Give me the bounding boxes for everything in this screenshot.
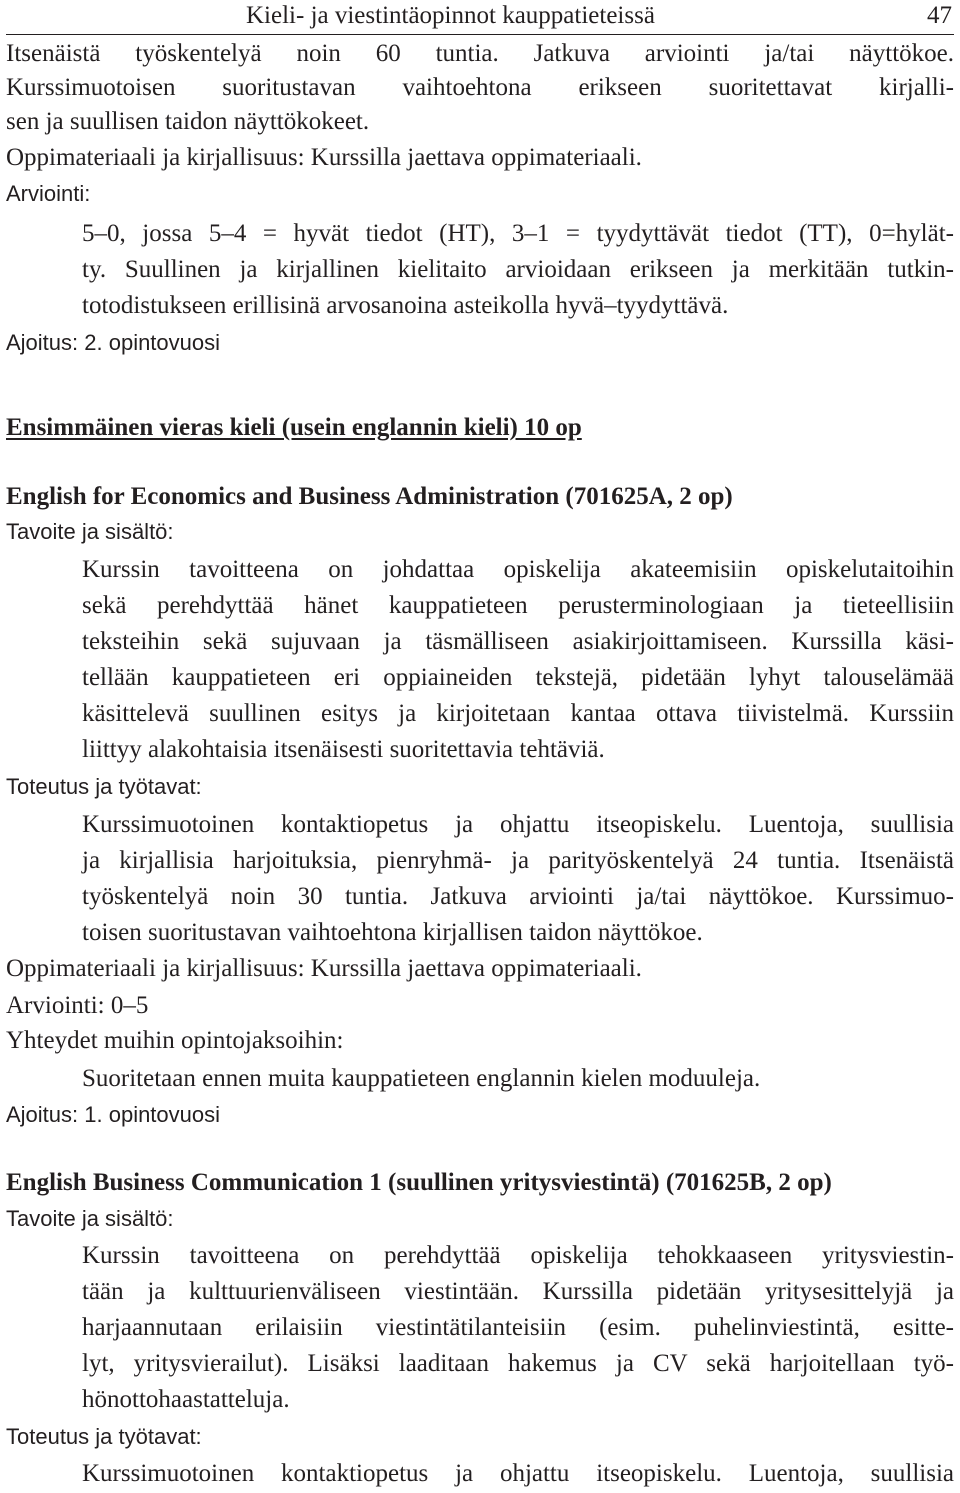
course1-goals-label: Tavoite ja sisältö: [6, 519, 174, 544]
course1-grading: Arviointi: 0–5 [6, 992, 149, 1019]
intro-grading-line-1: 5–0, jossa 5–4 = hyvät tiedot (HT), 3–1 = tyydyttävät tiedot (TT), 0=hylät- [82, 220, 954, 247]
course1-relations-label: Yhteydet muihin opintojaksoihin: [6, 1027, 344, 1054]
course2-title: English Business Communication 1 (suullinen yritysviestintä) (701625B, 2 op) [6, 1169, 832, 1196]
course1-methods-line-2: ja kirjallisia harjoituksia, pienryhmä- ja parityöskentelyä 24 tuntia. Itsenäistä [82, 847, 954, 874]
running-header-title: Kieli- ja viestintäopinnot kauppatieteissä [246, 2, 655, 29]
course1-methods-line-1: Kurssimuotoinen kontaktiopetus ja ohjattu itseopiskelu. Luentoja, suullisia [82, 811, 954, 838]
intro-grading-line-3: totodistukseen erillisinä arvosanoina asteikolla hyvä–tyydyttävä. [82, 292, 729, 319]
course1-goals-line-6: liittyy alakohtaisia itsenäisesti suoritettavia tehtäviä. [82, 736, 605, 763]
course2-goals-label: Tavoite ja sisältö: [6, 1206, 174, 1231]
course2-methods-line-1: Kurssimuotoinen kontaktiopetus ja ohjattu itseopiskelu. Luentoja, suullisia [82, 1460, 954, 1487]
course1-goals-line-1: Kurssin tavoitteena on johdattaa opiskelija akateemisiin opiskelutaitoihin [82, 556, 954, 583]
course1-methods-line-4: toisen suoritustavan vaihtoehtona kirjallisen taidon näyttökoe. [82, 919, 703, 946]
course1-timing: Ajoitus: 1. opintovuosi [6, 1102, 221, 1127]
intro-line-3: sen ja suullisen taidon näyttökokeet. [6, 108, 370, 135]
intro-materials: Oppimateriaali ja kirjallisuus: Kurssilla jaettava oppimateriaali. [6, 144, 642, 171]
course2-goals-line-2: tään ja kulttuurienväliseen viestintään. Kurssilla pidetään yritysesittelyjä ja [82, 1278, 954, 1305]
intro-timing: Ajoitus: 2. opintovuosi [6, 330, 221, 355]
course2-methods-label: Toteutus ja työtavat: [6, 1424, 202, 1449]
course1-methods-label: Toteutus ja työtavat: [6, 774, 202, 799]
course1-goals-line-5: käsittelevä suullinen esitys ja kirjoitetaan kantaa ottava tiivistelmä. Kurssiin [82, 700, 954, 727]
intro-grading-line-2: ty. Suullinen ja kirjallinen kielitaito arvioidaan erikseen ja merkitään tutkin- [82, 256, 954, 283]
course2-goals-line-3: harjaannutaan erilaisiin viestintätilanteisiin (esim. puhelinviestintä, esitte- [82, 1314, 954, 1341]
intro-grading-label: Arviointi: [6, 181, 91, 206]
course2-goals-line-4: lyt, yritysvierailut). Lisäksi laaditaan hakemus ja CV sekä harjoitellaan työ- [82, 1350, 954, 1377]
course2-goals-line-5: hönottohaastatteluja. [82, 1386, 290, 1413]
course1-goals-line-2: sekä perehdyttää hänet kauppatieteen perusterminologiaan ja tieteellisiin [82, 592, 954, 619]
page-number: 47 [927, 2, 952, 29]
course1-materials: Oppimateriaali ja kirjallisuus: Kurssilla jaettava oppimateriaali. [6, 955, 642, 982]
intro-line-2: Kurssimuotoisen suoritustavan vaihtoehtona erikseen suoritettavat kirjalli- [6, 74, 954, 101]
course1-goals-line-3: teksteihin sekä sujuvaan ja täsmälliseen asiakirjoittamiseen. Kurssilla käsi- [82, 628, 954, 655]
course1-goals-line-4: tellään kauppatieteen eri oppiaineiden tekstejä, pidetään lyhyt talouselämää [82, 664, 954, 691]
intro-line-1: Itsenäistä työskentelyä noin 60 tuntia. Jatkuva arviointi ja/tai näyttökoe. [6, 40, 954, 67]
course1-title: English for Economics and Business Administration (701625A, 2 op) [6, 483, 733, 510]
section-title: Ensimmäinen vieras kieli (usein englannin kieli) 10 op [6, 414, 582, 441]
course1-methods-line-3: työskentelyä noin 30 tuntia. Jatkuva arviointi ja/tai näyttökoe. Kurssimuo- [82, 883, 954, 910]
course1-relations-text: Suoritetaan ennen muita kauppatieteen englannin kielen moduuleja. [82, 1065, 761, 1092]
course2-goals-line-1: Kurssin tavoitteena on perehdyttää opiskelija tehokkaaseen yritysviestin- [82, 1242, 954, 1269]
page-header [6, 0, 954, 35]
